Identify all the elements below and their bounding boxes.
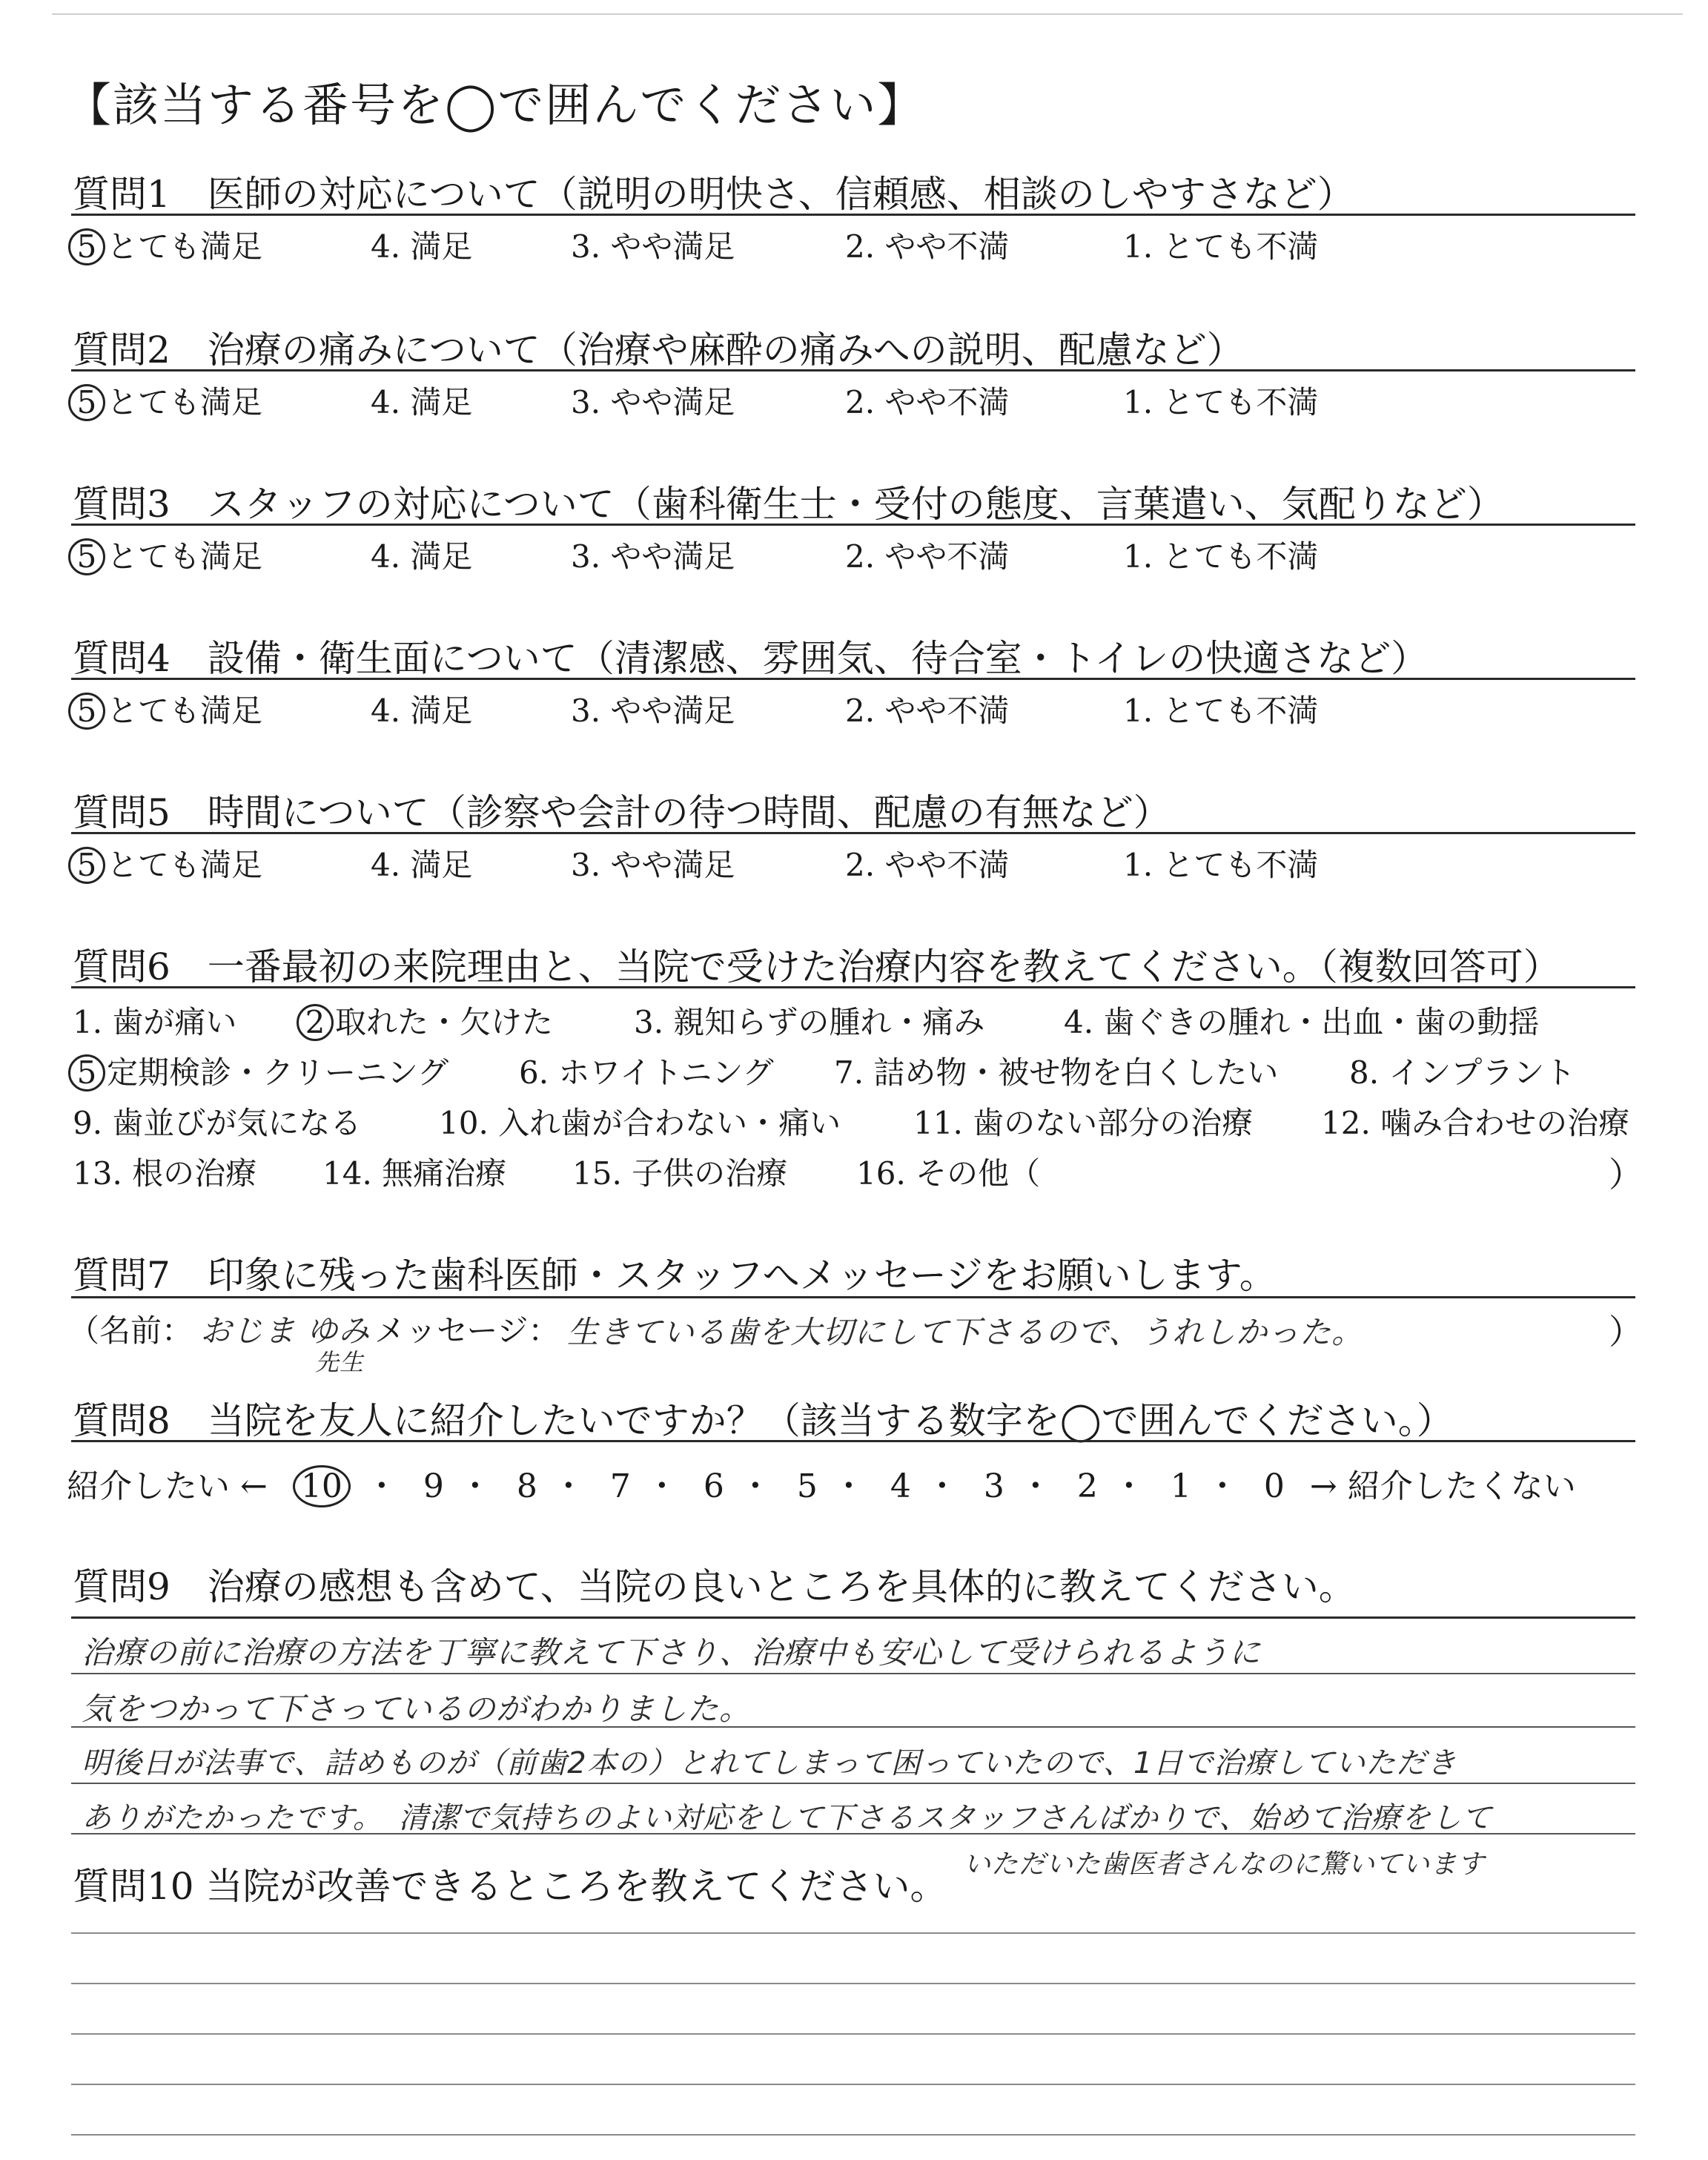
q5-selected-number: 5 (68, 847, 105, 884)
q4-title: 質問4 設備・衛生面について（清潔感、雰囲気、待合室・トイレの快適さなど） (73, 637, 1429, 680)
q1-option-1[interactable]: 1. とても不満 (1123, 228, 1319, 265)
q6-title: 質問6 一番最初の来院理由と、当院で受けた治療内容を教えてください。（複数回答可） (73, 945, 1560, 988)
top-border (52, 13, 1683, 15)
q2-rule (71, 369, 1635, 371)
q6-option-2-number: 2 (297, 1004, 334, 1041)
q1-selected-number: 5 (68, 228, 105, 265)
q1-title: 質問1 医師の対応について（説明の明快さ、信頼感、相談のしやすさなど） (73, 173, 1354, 216)
q6-option-3[interactable]: 3. 親知らずの腫れ・痛み (634, 1004, 985, 1040)
q8-value-0[interactable]: 0 (1263, 1467, 1285, 1505)
page-header: 【該当する番号を◯で囲んでください】 (65, 78, 925, 132)
q6-option-5-number: 5 (68, 1054, 105, 1091)
q4-option-4[interactable]: 4. 満足 (371, 693, 473, 729)
q6-option-15[interactable]: 15. 子供の治療 (572, 1155, 788, 1192)
q3-rule (71, 524, 1635, 526)
q6-option-2[interactable] (297, 998, 553, 1043)
q3-option-2[interactable]: 2. やや不満 (845, 538, 1010, 575)
q5-rule (71, 832, 1635, 834)
q8-value-10[interactable]: 10 (293, 1465, 351, 1507)
q9-answer-line-3[interactable]: 明後日が法事で、詰めものが（前歯2本の）とれてしまって困っていたので、1日で治療していただき (82, 1746, 1457, 1780)
q1-option-5-label: とても満足 (107, 228, 263, 265)
q9-answer-line-5[interactable]: いただいた歯医者さんなのに驚いています (964, 1849, 1486, 1880)
q6-option-13[interactable]: 13. 根の治療 (73, 1155, 257, 1192)
q10-title: 質問10 当院が改善できるところを教えてください。 (73, 1865, 947, 1908)
q6-option-12[interactable]: 12. 噛み合わせの治療 (1321, 1105, 1630, 1141)
q3-selected-number: 5 (68, 538, 105, 575)
q8-value-6[interactable]: 6 (703, 1467, 724, 1505)
q2-option-4[interactable]: 4. 満足 (371, 384, 473, 420)
q3-option-3[interactable]: 3. やや満足 (571, 538, 735, 575)
q9-answer-rule-3 (71, 1783, 1635, 1784)
q8-rule (71, 1440, 1635, 1442)
q2-option-5-label: とても満足 (107, 384, 263, 420)
q8-value-5[interactable]: 5 (796, 1467, 818, 1505)
q10-answer-rule-2 (71, 1983, 1635, 1984)
q8-value-2[interactable]: 2 (1076, 1467, 1098, 1505)
q5-option-5[interactable] (68, 841, 262, 885)
q6-option-2-label: 取れた・欠けた (335, 1004, 554, 1040)
q2-selected-number: 5 (68, 384, 105, 421)
q6-option-5[interactable] (68, 1048, 448, 1093)
q4-option-2[interactable]: 2. やや不満 (845, 693, 1010, 729)
q6-option-16[interactable]: 16. その他（ (856, 1155, 1041, 1192)
q9-title: 質問9 治療の感想も含めて、当院の良いところを具体的に教えてください。 (73, 1565, 1356, 1608)
q10-answer-rule-3 (71, 2033, 1635, 2035)
q8-value-4[interactable]: 4 (890, 1467, 911, 1505)
q7-name-handwritten[interactable]: おじま ゆみ (200, 1312, 371, 1349)
q8-value-1[interactable]: 1 (1170, 1467, 1191, 1505)
q1-option-4[interactable]: 4. 満足 (371, 228, 473, 265)
q5-option-1[interactable]: 1. とても不満 (1123, 847, 1319, 883)
q8-right-label: → 紹介したくない (1309, 1467, 1576, 1505)
q8-value-7[interactable]: 7 (609, 1467, 631, 1505)
q3-option-4[interactable]: 4. 満足 (371, 538, 473, 575)
q7-title: 質問7 印象に残った歯科医師・スタッフへメッセージをお願いします。 (73, 1254, 1277, 1297)
q6-option-9[interactable]: 9. 歯並びが気になる (73, 1105, 362, 1141)
q6-option-7[interactable]: 7. 詰め物・被せ物を白くしたい (834, 1054, 1279, 1091)
q7-name-suffix-handwritten: 先生 (315, 1348, 365, 1376)
q7-close-paren: ） (1609, 1312, 1643, 1352)
q10-answer-rule-4 (71, 2084, 1635, 2085)
q6-rule (71, 986, 1635, 988)
q4-option-5-label: とても満足 (107, 693, 263, 729)
q6-option-8[interactable]: 8. インプラント (1349, 1054, 1576, 1091)
q6-option-4[interactable]: 4. 歯ぐきの腫れ・出血・歯の動揺 (1064, 1004, 1540, 1040)
q2-option-2[interactable]: 2. やや不満 (845, 384, 1010, 420)
q9-answer-line-1[interactable]: 治療の前に治療の方法を丁寧に教えて下さり、治療中も安心して受けられるように (82, 1634, 1262, 1671)
q1-option-2[interactable]: 2. やや不満 (845, 228, 1010, 265)
q7-message-label: メッセージ： (374, 1312, 560, 1349)
q8-scale: 紹介したい ← 10 ・ 9 ・ 8 ・ 7 ・ 6 ・ 5 ・ 4 ・ 3 ・ 2 ・ 1 ・ 0 → 紹介したくない (67, 1459, 1576, 1507)
q10-answer-rule-5 (71, 2134, 1635, 2136)
q5-option-5-label: とても満足 (107, 847, 263, 883)
q8-value-3[interactable]: 3 (983, 1467, 1004, 1505)
q2-option-1[interactable]: 1. とても不満 (1123, 384, 1319, 420)
q10-answer-rule-1 (71, 1932, 1635, 1934)
q9-answer-rule-1 (71, 1673, 1635, 1674)
q6-other-close-paren: ） (1609, 1155, 1643, 1195)
q4-option-5[interactable] (68, 687, 262, 731)
q8-value-9[interactable]: 9 (423, 1467, 444, 1505)
q9-answer-rule-4 (71, 1833, 1635, 1834)
q4-option-1[interactable]: 1. とても不満 (1123, 693, 1319, 729)
q8-left-label: 紹介したい ← (67, 1467, 268, 1505)
q1-option-3[interactable]: 3. やや満足 (571, 228, 735, 265)
q3-option-1[interactable]: 1. とても不満 (1123, 538, 1319, 575)
q9-answer-line-2[interactable]: 気をつかって下さっているのがわかりました。 (82, 1691, 752, 1727)
q1-option-5[interactable] (68, 222, 262, 267)
q2-title: 質問2 治療の痛みについて（治療や麻酔の痛みへの説明、配慮など） (73, 328, 1244, 371)
q5-option-3[interactable]: 3. やや満足 (571, 847, 735, 883)
q3-option-5[interactable] (68, 532, 262, 577)
q6-option-14[interactable]: 14. 無痛治療 (322, 1155, 507, 1192)
q6-option-11[interactable]: 11. 歯のない部分の治療 (913, 1105, 1254, 1141)
q7-message-handwritten[interactable]: 生きている歯を大切にして下さるので、うれしかった。 (567, 1314, 1364, 1350)
q9-answer-line-4[interactable]: ありがたかったです。 清潔で気持ちのよい対応をして下さるスタッフさんばかりで、始めて治療をして (82, 1801, 1492, 1835)
q8-selected-value: 10 (0, 0, 1, 1)
q6-option-6[interactable]: 6. ホワイトニング (519, 1054, 774, 1091)
q6-option-1[interactable]: 1. 歯が痛い (73, 1004, 237, 1040)
q6-option-10[interactable]: 10. 入れ歯が合わない・痛い (439, 1105, 841, 1141)
q3-title: 質問3 スタッフの対応について（歯科衛生士・受付の態度、言葉遣い、気配りなど） (73, 483, 1504, 526)
q9-answer-rule-2 (71, 1726, 1635, 1728)
q5-option-4[interactable]: 4. 満足 (371, 847, 473, 883)
q6-option-5-label: 定期検診・クリーニング (107, 1054, 449, 1091)
q7-name-label: （名前： (68, 1312, 193, 1349)
q1-rule (71, 214, 1635, 216)
q7-rule (71, 1296, 1635, 1298)
q8-title: 質問8 当院を友人に紹介したいですか？（該当する数字を◯で囲んでください。） (73, 1399, 1454, 1442)
q2-option-5[interactable] (68, 378, 262, 423)
q4-selected-number: 5 (68, 693, 105, 730)
q5-option-2[interactable]: 2. やや不満 (845, 847, 1010, 883)
q9-rule (71, 1616, 1635, 1619)
q4-option-3[interactable]: 3. やや満足 (571, 693, 735, 729)
q3-option-5-label: とても満足 (107, 538, 263, 575)
q8-value-8[interactable]: 8 (516, 1467, 537, 1505)
q2-option-3[interactable]: 3. やや満足 (571, 384, 735, 420)
q4-rule (71, 678, 1635, 680)
q5-title: 質問5 時間について（診察や会計の待つ時間、配慮の有無など） (73, 791, 1171, 834)
